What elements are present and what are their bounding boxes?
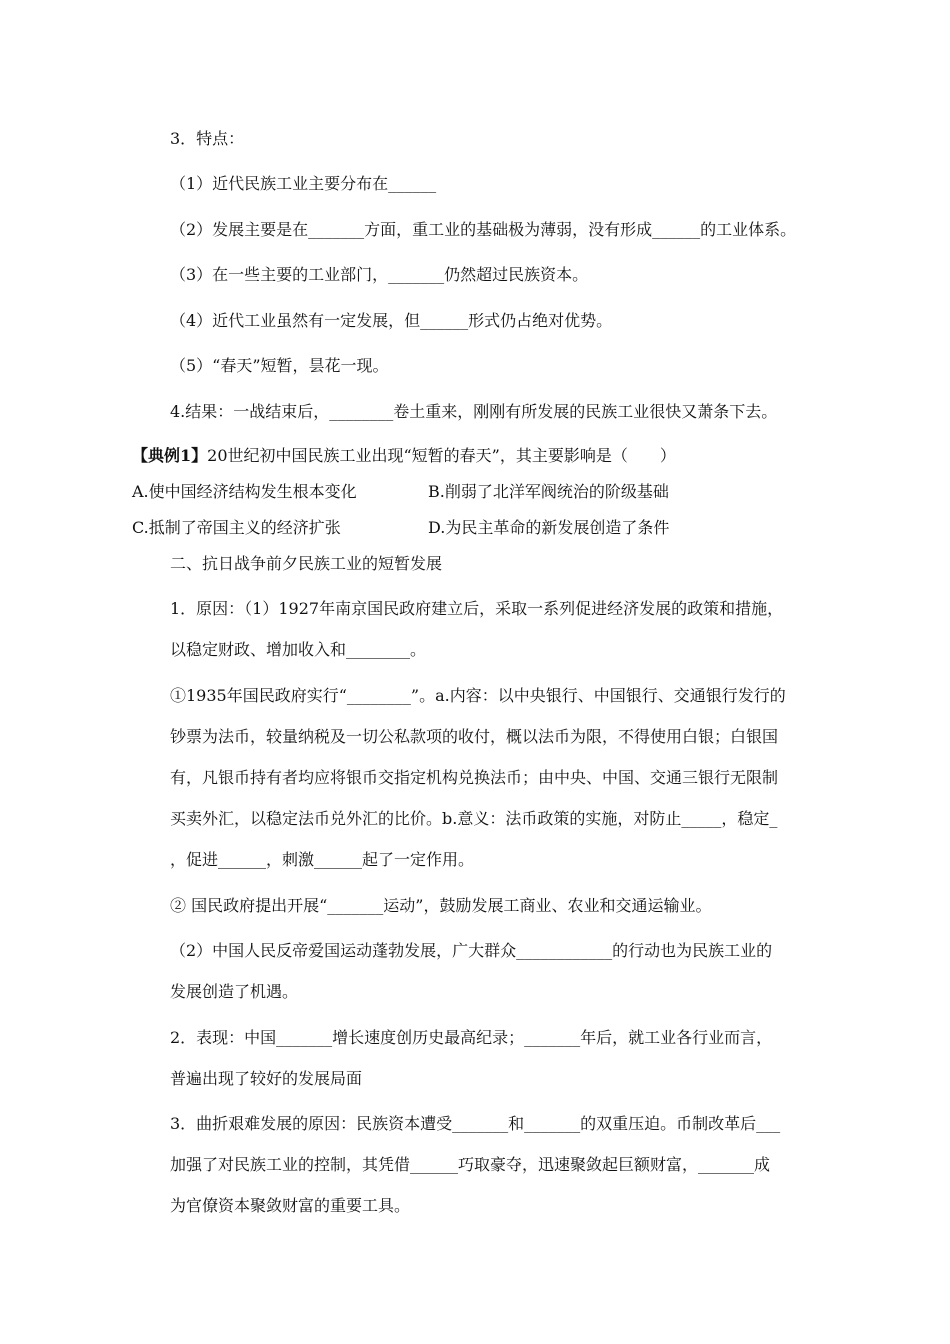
- text-line: 加强了对民族工业的控制，其凭借______巧取豪夺，迅速聚敛起巨额财富，_______成: [170, 1155, 771, 1174]
- option-a: A.使中国经济结构发生根本变化: [132, 482, 357, 501]
- text-line: 普遍出现了较好的发展局面: [170, 1069, 363, 1088]
- text-line: 有，凡银币持有者均应将银币交指定机构兑换法币；由中央、中国、交通三银行无限制: [170, 768, 779, 787]
- example-question: [132, 445, 676, 467]
- text-line: ，促进______，刺激______起了一定作用。: [170, 850, 475, 869]
- text-line: （2）中国人民反帝爱国运动蓬勃发展，广大群众____________的行动也为民族工业的: [170, 941, 773, 960]
- option-d: D.为民主革命的新发展创造了条件: [428, 518, 670, 537]
- text-line: （3）在一些主要的工业部门，_______仍然超过民族资本。: [170, 265, 589, 284]
- text-line: 发展创造了机遇。: [170, 982, 299, 1001]
- text-line: （2）发展主要是在_______方面，重工业的基础极为薄弱，没有形成______的工业体系。: [170, 220, 797, 239]
- text-line: 2．表现：中国_______增长速度创历史最高纪录；_______年后，就工业各行业而言，: [170, 1028, 773, 1047]
- option-b: B.削弱了北洋军阀统治的阶级基础: [428, 482, 669, 501]
- text-line: 1．原因：（1）1927年南京国民政府建立后，采取一系列促进经济发展的政策和措施，: [170, 599, 784, 618]
- text-line: 以稳定财政、增加收入和________。: [170, 640, 427, 659]
- text-line: 买卖外汇，以稳定法币兑外汇的比价。b.意义：法币政策的实施，对防止_____，稳定_: [170, 809, 778, 828]
- text-line: 3．曲折艰难发展的原因：民族资本遭受_______和_______的双重压迫。币制改革后___: [170, 1114, 781, 1133]
- text-line: （5）“春天”短暂，昙花一现。: [170, 356, 389, 375]
- text-line: ①1935年国民政府实行“________”。a.内容：以中央银行、中国银行、交通银行发行的: [170, 686, 786, 705]
- text-line: 为官僚资本聚敛财富的重要工具。: [170, 1196, 411, 1215]
- text-line: （1）近代民族工业主要分布在______: [170, 174, 437, 193]
- section-heading: 二、抗日战争前夕民族工业的短暂发展: [170, 554, 443, 573]
- example-label: 【典例1】: [132, 446, 208, 465]
- text-line: 钞票为法币，较量纳税及一切公私款项的收付，概以法币为限，不得使用白银；白银国: [170, 727, 779, 746]
- text-line: 4.结果：一战结束后，________卷土重来，刚刚有所发展的民族工业很快又萧条下去。: [170, 402, 778, 421]
- option-c: C.抵制了帝国主义的经济扩张: [132, 518, 341, 537]
- text-line: （4）近代工业虽然有一定发展，但______形式仍占绝对优势。: [170, 311, 613, 330]
- section-heading-features: 3．特点：: [170, 129, 245, 148]
- example-question-text: 20世纪初中国民族工业出现“短暂的春天”，其主要影响是（ ）: [207, 446, 676, 465]
- text-line: ② 国民政府提出开展“_______运动”，鼓励发展工商业、农业和交通运输业。: [170, 896, 712, 915]
